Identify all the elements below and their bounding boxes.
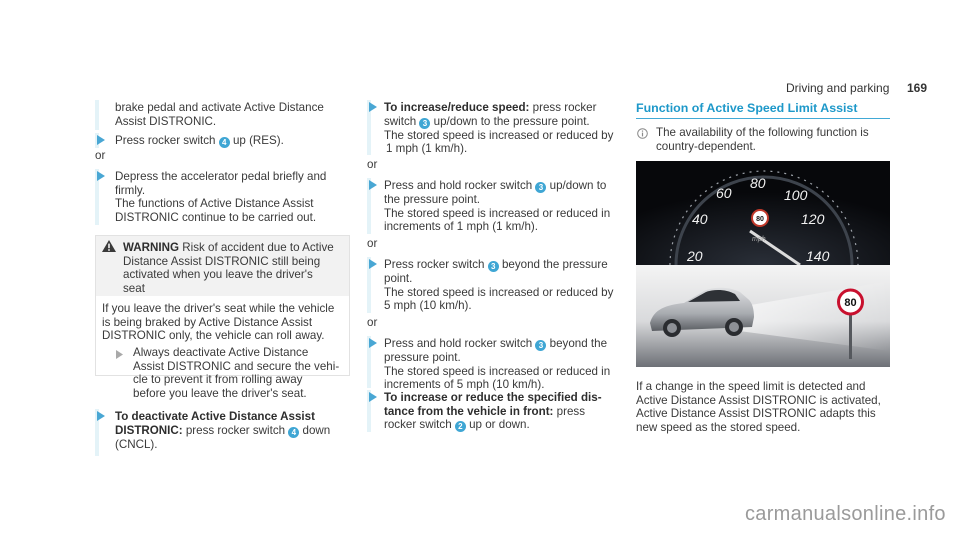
switch-number-badge: 3 — [535, 182, 546, 193]
step-text: Press rocker switch 4 up (RES). — [115, 134, 284, 147]
tick-100: 100 — [784, 187, 808, 203]
tick-120: 120 — [801, 211, 825, 227]
step-text: Press and hold rocker switch 3 beyond the pressure point. The stored speed is increased or reduced in increments of 5 mph (10 km/h). — [384, 337, 611, 392]
step-arrow-icon — [97, 411, 105, 421]
step-arrow-icon — [369, 392, 377, 402]
switch-number-badge: 3 — [419, 118, 430, 129]
note-text: The availability of the following function is country-dependent. — [656, 126, 869, 153]
tick-20: 20 — [687, 248, 703, 264]
gauge-unit: mph — [752, 236, 766, 243]
warning-label: WARNING — [123, 241, 180, 254]
or-text: or — [367, 237, 378, 250]
step-text: Press rocker switch 3 beyond the pressure point. The stored speed is increased or reduced by 5 mph (10 km/h). — [384, 258, 614, 313]
warning-box — [95, 235, 350, 400]
page-number: 169 — [907, 81, 928, 95]
switch-number-badge: 3 — [535, 340, 546, 351]
warning-body: If you leave the driver's seat while the vehicle is being braked by Active Distance Assist DISTRONIC only, the vehicle can roll away. — [102, 302, 335, 343]
title-underline — [636, 118, 890, 119]
sign-pole — [849, 311, 852, 359]
or-text: or — [367, 316, 378, 329]
step-arrow-icon — [369, 259, 377, 269]
speed-limit-sign-value: 80 — [844, 297, 857, 309]
tick-60: 60 — [716, 185, 732, 201]
switch-number-badge: 2 — [455, 421, 466, 432]
step-text: To increase/reduce speed: press rocker switch 3 up/down to the pressure point. The stored speed is increased or reduced by 1 mph (1 km/h). — [384, 101, 614, 156]
gauge-sign-value: 80 — [756, 216, 764, 223]
warning-title: WARNING Risk of accident due to Active Distance Assist DISTRONIC still being activated when you leave the driver's seat — [123, 241, 334, 295]
info-icon — [637, 128, 648, 139]
step-arrow-icon — [97, 135, 105, 145]
illustration-svg — [636, 161, 890, 367]
tick-80: 80 — [750, 175, 766, 191]
step-text: To deactivate Active Distance Assist DISTRONIC: press rocker switch 4 down (CNCL). — [115, 410, 331, 451]
step-arrow-icon — [97, 171, 105, 181]
switch-number-badge: 4 — [219, 137, 230, 148]
tick-40: 40 — [692, 211, 708, 227]
warning-triangle-icon — [102, 240, 116, 252]
margin-bar — [95, 100, 99, 130]
step-text: Depress the accelerator pedal briefly and firmly. The functions of Active Distance Assist DISTRONIC continue to be carried out. — [115, 170, 327, 224]
or-text: or — [367, 158, 378, 171]
switch-number-badge: 3 — [488, 261, 499, 272]
step-text: Press and hold rocker switch 3 up/down to the pressure point. The stored speed is increased or reduced in increments of 1 mph (1 km/h). — [384, 179, 611, 234]
paragraph-text: brake pedal and activate Active Distance Assist DISTRONIC. — [115, 101, 324, 128]
section-title: Function of Active Speed Limit Assist — [636, 101, 858, 115]
paragraph-text: If a change in the speed limit is detected and Active Distance Assist DISTRONIC is activated, Active Distance Assist DISTRONIC adapts this new speed as the stored speed. — [636, 380, 881, 434]
step-text: To increase or reduce the specified dis- tance from the vehicle in front: press rocker switch 2 up or down. — [384, 391, 602, 432]
switch-number-badge: 4 — [288, 427, 299, 438]
warning-step: Always deactivate Active Distance Assist DISTRONIC and secure the vehi- cle to prevent it from rolling away before you leave the driver's seat. — [133, 346, 340, 400]
step-arrow-icon — [369, 180, 377, 190]
watermark-text: carmanualsonline.info — [745, 503, 946, 525]
tick-140: 140 — [806, 248, 830, 264]
step-arrow-icon — [116, 350, 123, 359]
or-text: or — [95, 149, 106, 162]
step-arrow-icon — [369, 338, 377, 348]
step-arrow-icon — [369, 102, 377, 112]
section-header: Driving and parking — [786, 81, 890, 95]
speed-limit-illustration — [636, 161, 890, 367]
